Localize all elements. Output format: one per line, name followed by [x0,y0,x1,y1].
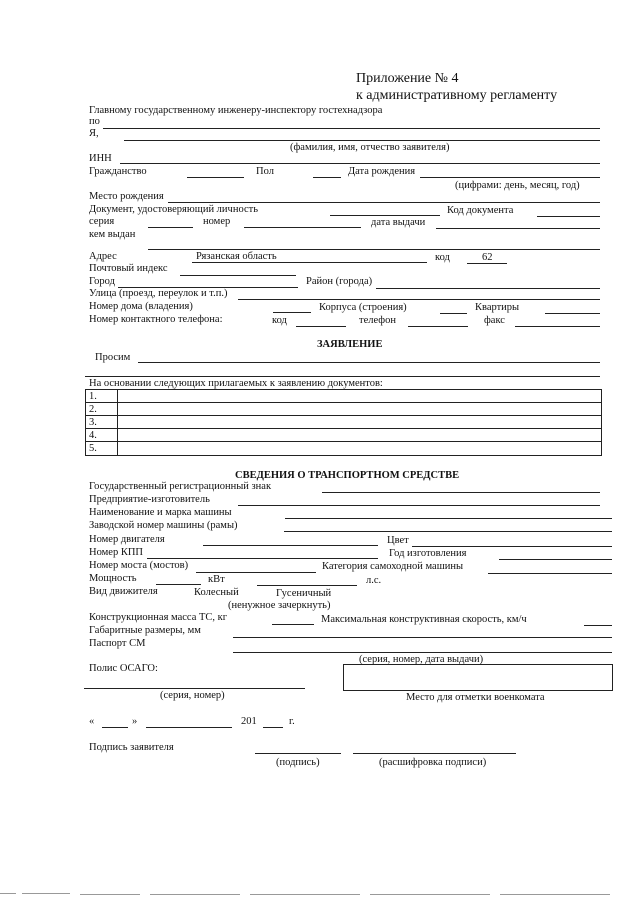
fax-label: факс [484,315,505,326]
signature-line[interactable] [255,753,341,754]
id-doc-label: Документ, удостоверяющий личность [89,204,258,215]
postal-label: Почтовый индекс [89,263,168,274]
birth-place-label: Место рождения [89,191,164,202]
city-label: Город [89,276,115,287]
osago-hint: (серия, номер) [160,690,225,701]
phone-code-line[interactable] [296,326,346,327]
max-speed-line[interactable] [584,625,612,626]
military-label: Место для отметки военкомата [406,692,545,703]
documents-row-separator [85,441,601,442]
passport-hint: (серия, номер, дата выдачи) [359,654,484,665]
building-line[interactable] [440,313,467,314]
date-quote-close: » [132,716,138,727]
street-line[interactable] [238,299,600,300]
date-hint: (цифрами: день, месяц, год) [455,180,580,191]
phone-tel-line[interactable] [408,326,468,327]
documents-row-separator [85,428,601,429]
military-mark-box [343,664,613,691]
osago-label: Полис ОСАГО: [89,663,158,674]
citizenship-line[interactable] [187,177,244,178]
scan-artifact [22,893,70,894]
number-line[interactable] [244,227,361,228]
house-label: Номер дома (владения) [89,301,193,312]
date-day-line[interactable] [102,727,128,728]
sex-label: Пол [256,166,274,177]
documents-row-number: 5. [89,443,97,454]
documents-table-divider [117,389,118,455]
axle-no-line[interactable] [196,572,316,573]
name-brand-label: Наименование и марка машины [89,507,232,518]
house-line[interactable] [273,312,311,313]
id-doc-line[interactable] [330,215,440,216]
documents-row-number: 2. [89,404,97,415]
scan-artifact [80,894,140,895]
hp-label: л.с. [366,575,382,586]
power-kw-line[interactable] [156,584,201,585]
mover-label: Вид движителя [89,586,158,597]
documents-row-number: 4. [89,430,97,441]
category-label: Категория самоходной машины [322,561,464,572]
year-label: Год изготовления [389,548,467,559]
ask-line-2[interactable] [85,376,600,377]
osago-line[interactable] [84,688,305,689]
vehicle-title: СВЕДЕНИЯ О ТРАНСПОРТНОМ СРЕДСТВЕ [235,470,460,481]
passport-label: Паспорт СМ [89,638,146,649]
color-line[interactable] [412,546,612,547]
manufacturer-line[interactable] [238,505,600,506]
building-label: Корпуса (строения) [319,302,407,313]
basis-label: На основании следующих прилагаемых к заявлению документов: [89,378,383,389]
scan-artifact [0,893,16,894]
wheeled-option[interactable]: Колесный [194,587,239,598]
issued-by-line[interactable] [148,249,600,250]
po-label: по [89,116,100,127]
number-label: номер [203,216,231,227]
statement-title: ЗАЯВЛЕНИЕ [317,339,383,350]
code-label: код [435,252,450,263]
passport-line[interactable] [233,652,612,653]
documents-row-number: 3. [89,417,97,428]
date-year-prefix: 201 [241,716,257,727]
district-label: Район (города) [306,276,373,287]
fio-line[interactable] [124,140,600,141]
sign-hint: (подпись) [276,757,320,768]
addressee: Главному государственному инженеру-инспектору гостехнадзора [89,105,383,116]
reg-sign-line[interactable] [322,492,600,493]
scan-artifact [250,894,360,895]
address-label: Адрес [89,251,117,262]
power-label: Мощность [89,573,137,584]
apartment-label: Квартиры [475,302,520,313]
region-value: Рязанская область [196,251,277,262]
manufacturer-label: Предприятие-изготовитель [89,494,210,505]
citizenship-label: Гражданство [89,166,147,177]
axle-no-label: Номер моста (мостов) [89,560,189,571]
factory-no-line[interactable] [284,531,612,532]
regulation-title: к административному регламенту [356,88,558,103]
gearbox-no-label: Номер КПП [89,547,143,558]
region-code-value: 62 [482,252,493,263]
engine-no-label: Номер двигателя [89,534,165,545]
series-line[interactable] [148,227,193,228]
ask-label: Просим [95,352,131,363]
ask-line-1[interactable] [138,362,600,363]
reg-sign-label: Государственный регистрационный знак [89,481,272,492]
gearbox-no-line[interactable] [147,558,378,559]
postal-line[interactable] [180,275,296,276]
date-year-line[interactable] [263,727,283,728]
doc-code-label: Код документа [447,205,514,216]
date-quote-open: « [89,716,95,727]
sex-line[interactable] [313,177,341,178]
inn-line[interactable] [120,163,600,164]
birth-date-label: Дата рождения [348,166,416,177]
phone-code-label: код [272,315,287,326]
scan-artifact [500,894,610,895]
birth-date-line[interactable] [420,177,600,178]
kw-label: кВт [208,574,225,585]
documents-row-number: 1. [89,391,97,402]
signature-decode-line[interactable] [353,753,516,754]
ya-label: Я, [89,128,99,139]
issued-by-label: кем выдан [89,229,136,240]
year-line[interactable] [499,559,612,560]
scan-artifact [370,894,490,895]
region-code-line[interactable] [467,263,507,264]
power-hp-line[interactable] [257,585,357,586]
name-brand-line[interactable] [285,518,612,519]
documents-row-separator [85,415,601,416]
category-line[interactable] [488,573,612,574]
issue-date-line[interactable] [436,228,600,229]
scan-artifact [150,894,240,895]
phone-label: Номер контактного телефона: [89,314,223,325]
birth-place-line[interactable] [168,202,600,203]
date-month-line[interactable] [146,727,232,728]
issue-date-label: дата выдачи [371,217,426,228]
factory-no-label: Заводской номер машины (рамы) [89,520,238,531]
series-label: серия [89,216,115,227]
decode-hint: (расшифровка подписи) [379,757,487,768]
dimensions-label: Габаритные размеры, мм [89,625,201,636]
signature-label: Подпись заявителя [89,742,174,753]
address-line[interactable] [192,262,427,263]
phone-tel-label: телефон [359,315,396,326]
mass-label: Конструкционная масса ТС, кг [89,612,228,623]
date-year-suffix: г. [289,716,295,727]
dimensions-line[interactable] [233,637,612,638]
street-label: Улица (проезд, переулок и т.п.) [89,288,228,299]
documents-table [85,389,602,456]
color-label: Цвет [387,535,409,546]
district-line[interactable] [376,288,600,289]
documents-row-separator [85,402,601,403]
appendix-title: Приложение № 4 [356,71,459,86]
max-speed-label: Максимальная конструктивная скорость, км/ч [321,614,527,625]
engine-no-line[interactable] [203,545,378,546]
tracked-option[interactable]: Гусеничный [276,588,332,599]
inn-label: ИНН [89,153,112,164]
strike-hint: (ненужное зачеркнуть) [228,600,331,611]
apartment-line[interactable] [545,313,600,314]
doc-code-line[interactable] [537,216,600,217]
fio-hint: (фамилия, имя, отчество заявителя) [290,142,450,153]
mass-line[interactable] [272,624,314,625]
po-line[interactable] [103,128,600,129]
fax-line[interactable] [515,326,600,327]
